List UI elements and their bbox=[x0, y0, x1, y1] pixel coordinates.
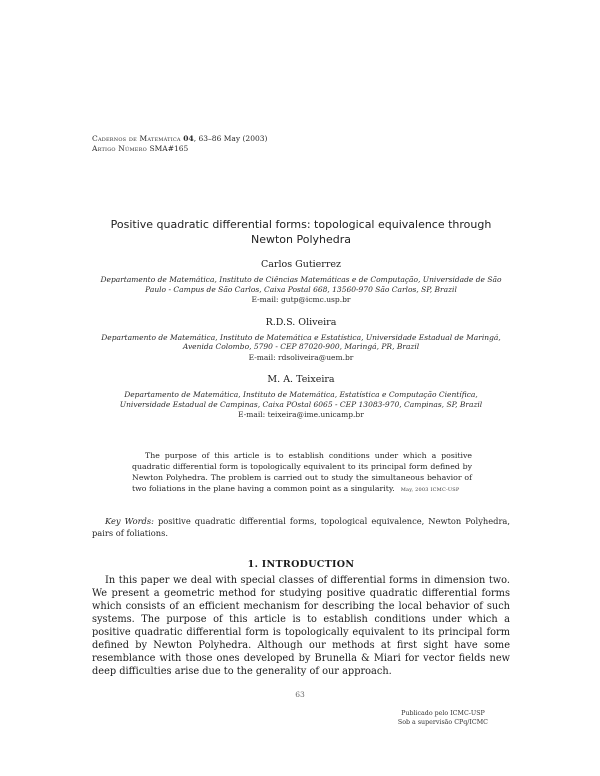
page-number: 63 bbox=[295, 690, 305, 699]
author-block bbox=[92, 259, 510, 305]
journal-series-line bbox=[92, 134, 510, 144]
journal-header bbox=[92, 134, 510, 153]
author-email: E-mail: rdsoliveira@uem.br bbox=[248, 352, 354, 362]
author-email: E-mail: teixeira@ime.unicamp.br bbox=[238, 410, 364, 419]
author-block bbox=[92, 374, 510, 420]
abstract bbox=[132, 450, 472, 496]
journal-article-line bbox=[92, 144, 510, 154]
author-name: M. A. Teixeira bbox=[267, 374, 335, 385]
introduction-paragraph: In this paper we deal with special classes of differential forms in dimension two. We present a geometric method for studying positive quadratic differential forms which consists of an efficient mechanism for describing the local behavior of such systems. The purpose of this article is to establish conditions under which a positive quadratic differential form is topologically equivalent to its principal form defined by Newton Polyhedra. Although our methods at first sight have some resemblance with those ones developed by Brunella & Miari for vector fields new deep difficulties arise due to the generality of our approach. bbox=[92, 574, 510, 677]
author-block bbox=[92, 317, 510, 363]
keywords bbox=[92, 515, 510, 540]
publisher-line-2: Sob a supervisão CPq/ICMC bbox=[397, 718, 488, 726]
author-name: R.D.S. Oliveira bbox=[265, 316, 337, 328]
article-number: SMA#165 bbox=[149, 143, 189, 153]
keywords-label: Key Words: bbox=[105, 515, 154, 526]
article-number-label: Artigo Número bbox=[92, 143, 150, 153]
author-affiliation: Departamento de Matemática, Instituto de Ciências Matemáticas e de Computação, Universidade de São Paulo - Campus de São Carlos, Caixa Postal 668, 13560-970 São Carlos, SP, Brazil bbox=[100, 275, 502, 294]
journal-issue-pages: , 63–86 May (2003) bbox=[193, 134, 268, 143]
publisher-note bbox=[398, 710, 488, 727]
abstract-text: The purpose of this article is to establish conditions under which a positive quadratic differential form is topologically equivalent to its principal form defined by Newton Polyhedra. The problem is carried out to study the simultaneous behavior of two foliations in the plane having a common point as a singularity. bbox=[132, 450, 472, 493]
publisher-line-1: Publicado pelo ICMC-USP bbox=[401, 710, 485, 717]
paper-title: Positive quadratic differential forms: topological equivalence through Newton Polyhedra bbox=[110, 218, 492, 246]
keywords-text: positive quadratic differential forms, topological equivalence, Newton Polyhedra, pairs of foliations. bbox=[92, 515, 510, 538]
section-heading-introduction: 1. INTRODUCTION bbox=[247, 558, 355, 570]
author-email: E-mail: gutp@icmc.usp.br bbox=[251, 295, 351, 304]
author-name: Carlos Gutierrez bbox=[260, 259, 342, 270]
journal-series-name: Cadernos de Matemática bbox=[92, 134, 184, 143]
author-affiliation: Departamento de Matemática, Instituto de Matemática, Estatística e Computação Científica, Universidade Estadual de Campinas, Caixa POstal 6065 - CEP 13083-970, Campinas, SP, Brazil bbox=[119, 390, 483, 409]
abstract-date-note: May, 2003 ICMC-USP bbox=[400, 486, 460, 493]
journal-volume: 04 bbox=[183, 134, 194, 143]
author-affiliation: Departamento de Matemática, Instituto de Matemática e Estatística, Universidade Estadual de Maringá, Avenida Colombo, 5790 - CEP 87020-900, Maringá, PR, Brazil bbox=[101, 332, 501, 351]
